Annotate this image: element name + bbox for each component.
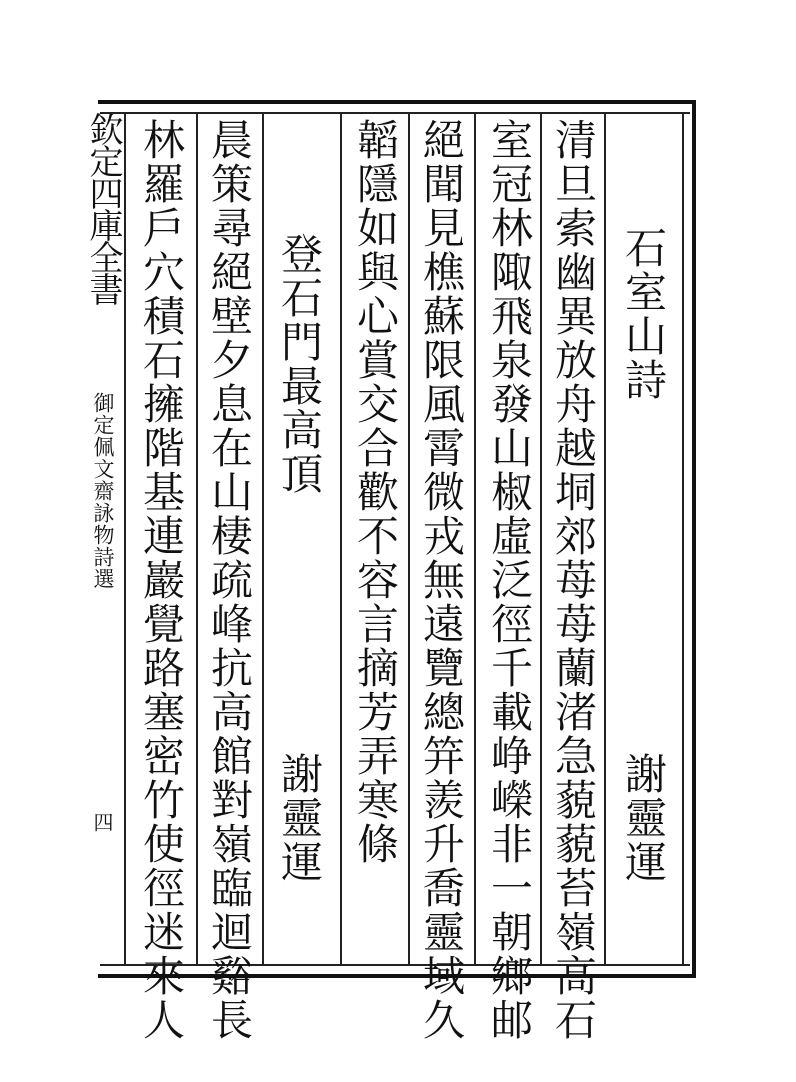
inner-top-border — [100, 112, 690, 114]
column-divider — [474, 112, 476, 966]
frame-top-border — [98, 100, 696, 104]
column-divider — [408, 112, 410, 966]
poem-line: 絕聞見樵蘇限風霄微戎無遠覽總笄羨升喬靈域久 — [417, 118, 466, 1042]
poem-title: 石室山詩 — [619, 226, 668, 402]
poem-author: 謝靈運 — [619, 752, 668, 884]
volume-title: 御定佩文齋詠物詩選 — [91, 392, 115, 590]
poem-author: 謝靈運 — [275, 752, 324, 884]
frame-bottom-border — [98, 974, 696, 978]
page-number: 四 — [90, 812, 114, 832]
inner-right-border — [682, 112, 684, 966]
poem-line: 韜隱如與心賞交合歡不容言摘芳弄寒條 — [351, 118, 400, 866]
column-divider — [540, 112, 542, 966]
poem-line: 清旦索幽異放舟越垌郊苺苺蘭渚急藐藐苔嶺高石 — [549, 118, 598, 1042]
poem-line: 晨策尋絕壁夕息在山棲疏峰抗高館對嶺臨迴谿長 — [205, 118, 254, 1042]
column-divider — [124, 112, 126, 966]
poem-line: 室冠林陬飛泉發山椒虛泛徑千載峥嶸非一朝鄉邮 — [485, 118, 534, 1042]
column-divider — [340, 112, 342, 966]
book-title: 欽定四庫全書 — [83, 112, 123, 304]
poem-title: 登石門最高頂 — [275, 232, 324, 496]
inner-bottom-border — [100, 964, 690, 966]
column-divider — [196, 112, 198, 966]
column-divider — [262, 112, 264, 966]
poem-line: 林羅戶穴積石擁階基連巖覺路塞密竹使徑迷來人 — [137, 118, 186, 1042]
column-divider — [604, 112, 606, 966]
frame-right-border — [692, 100, 696, 978]
